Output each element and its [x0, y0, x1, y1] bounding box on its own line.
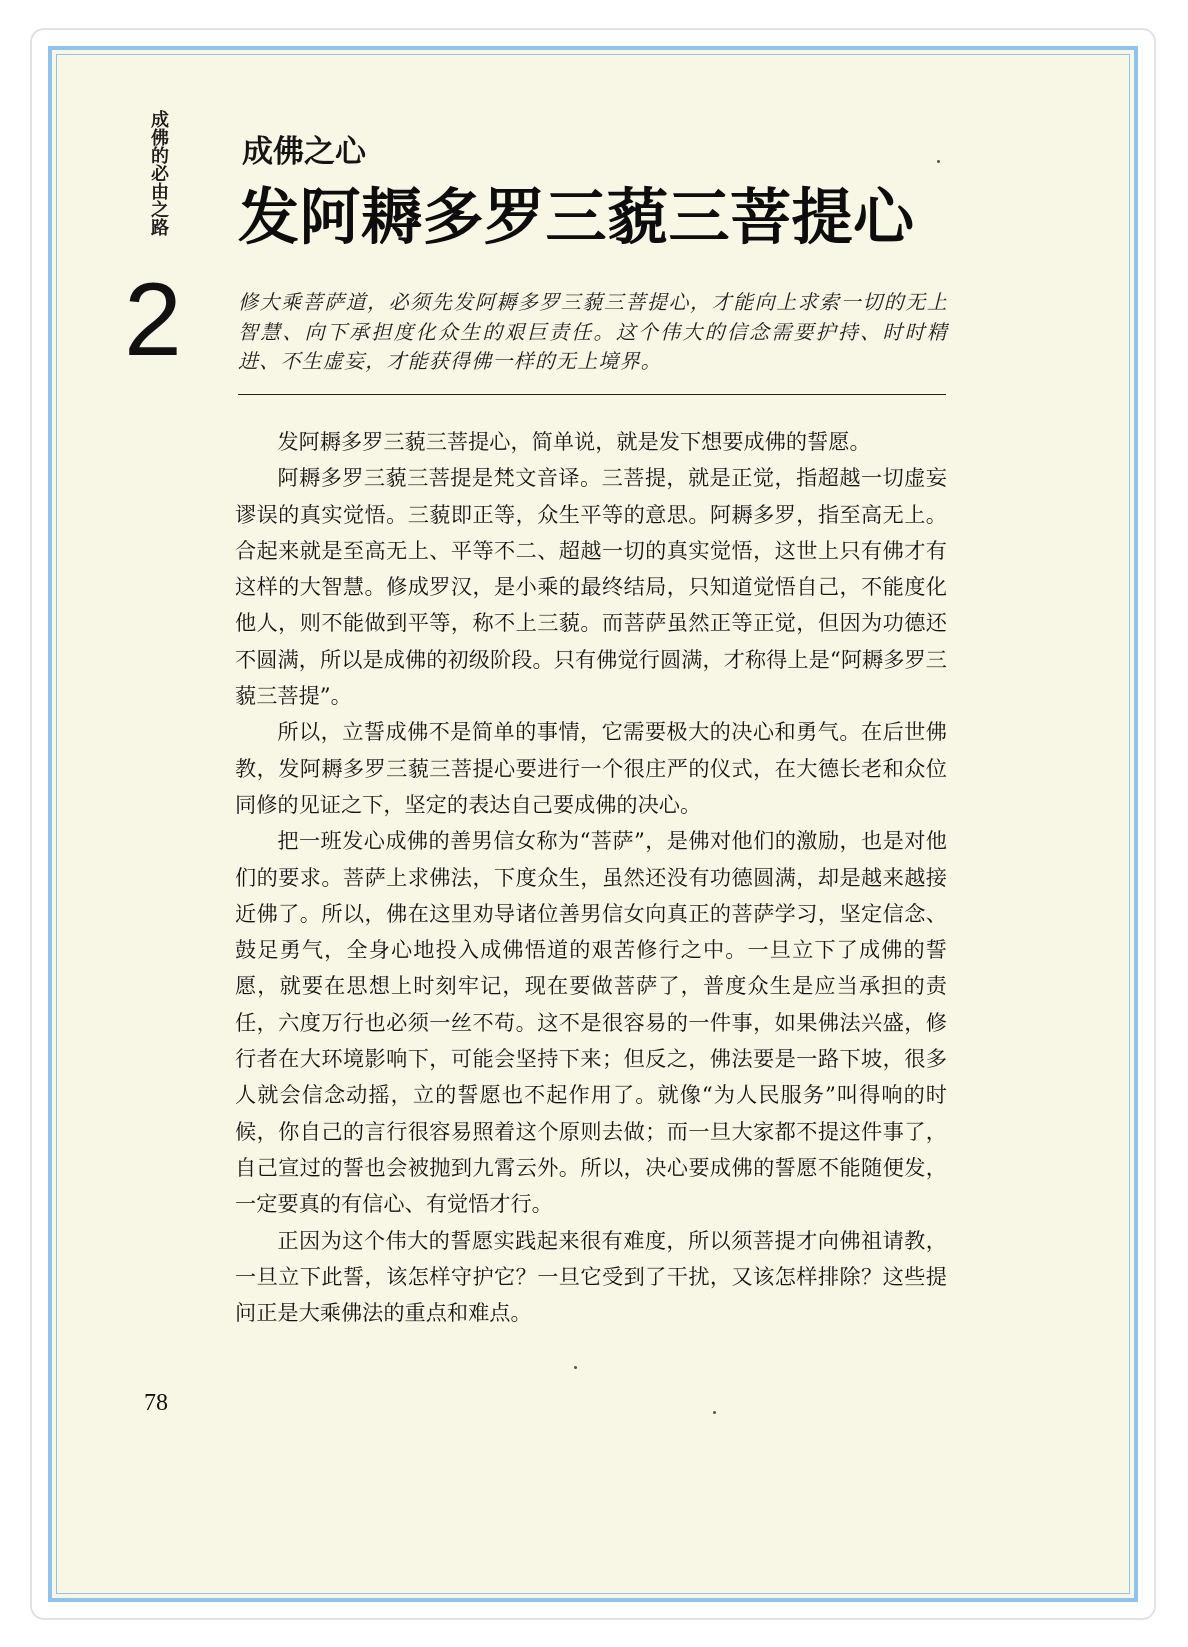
- divider-rule: [238, 394, 946, 395]
- paragraph: 发阿耨多罗三藐三菩提心，简单说，就是发下想要成佛的誓愿。: [277, 429, 871, 454]
- body-text: [235, 424, 947, 1331]
- chapter-number: 2: [124, 262, 182, 378]
- chapter-title: 发阿耨多罗三藐三菩提心: [238, 182, 915, 253]
- chapter-abstract: 修大乘菩萨道，必须先发阿耨多罗三藐三菩提心，才能向上求索一切的无上智慧、向下承担度化众生的艰巨责任。这个伟大的信念需要护持、时时精进、不生虚妄，才能获得佛一样的无上境界。: [238, 290, 948, 373]
- print-speck: [574, 1366, 577, 1369]
- section-label: 成佛之心: [242, 134, 366, 170]
- print-speck: [713, 1411, 716, 1414]
- page-number: 78: [144, 1390, 168, 1416]
- print-speck: [937, 160, 940, 163]
- paragraph: 正因为这个伟大的誓愿实践起来很有难度，所以须菩提才向佛祖请教，一旦立下此誓，该怎样守护它？一旦它受到了干扰，又该怎样排除？这些提问正是大乘佛法的重点和难点。: [235, 1227, 947, 1326]
- paragraph: 所以，立誓成佛不是简单的事情，它需要极大的决心和勇气。在后世佛教，发阿耨多罗三藐三菩提心要进行一个很庄严的仪式，在大德长老和众位同修的见证之下，坚定的表达自己要成佛的决心。: [235, 719, 947, 817]
- paragraph: 把一班发心成佛的善男信女称为“菩萨”，是佛对他们的激励，也是对他们的要求。菩萨上求佛法，下度众生，虽然还没有功德圆满，却是越来越接近佛了。所以，佛在这里劝导诸位善男信女向真正的菩萨学习，坚定信念、鼓足勇气，全身心地投入成佛悟道的艰苦修行之中。一旦立下了成佛的誓愿，就要在思想上时刻牢记，现在要做菩萨了，普度众生是应当承担的责任，六度万行也必须一丝不苟。这不是很容易的一件事，如果佛法兴盛，修行者在大环境影响下，可能会坚持下来；但反之，佛法要是一路下坡，很多人就会信念动摇，立的誓愿也不起作用了。就像“为人民服务”叫得响的时候，你自己的言行很容易照着这个原则去做；而一旦大家都不提这件事了，自己宣过的誓也会被抛到九霄云外。所以，决心要成佛的誓愿不能随便发，一定要真的有信心、有觉悟才行。: [235, 828, 947, 1217]
- paragraph: 阿耨多罗三藐三菩提是梵文音译。三菩提，就是正觉，指超越一切虚妄谬误的真实觉悟。三藐即正等，众生平等的意思。阿耨多罗，指至高无上。合起来就是至高无上、平等不二、超越一切的真实觉悟，这世上只有佛才有这样的大智慧。修成罗汉，是小乘的最终结局，只知道觉悟自己，不能度化他人，则不能做到平等，称不上三藐。而菩萨虽然正等正觉，但因为功德还不圆满，所以是成佛的初级阶段。只有佛觉行圆满，才称得上是“阿耨多罗三藐三菩提”。: [235, 465, 947, 709]
- running-head: 成佛的必由之路: [148, 110, 169, 236]
